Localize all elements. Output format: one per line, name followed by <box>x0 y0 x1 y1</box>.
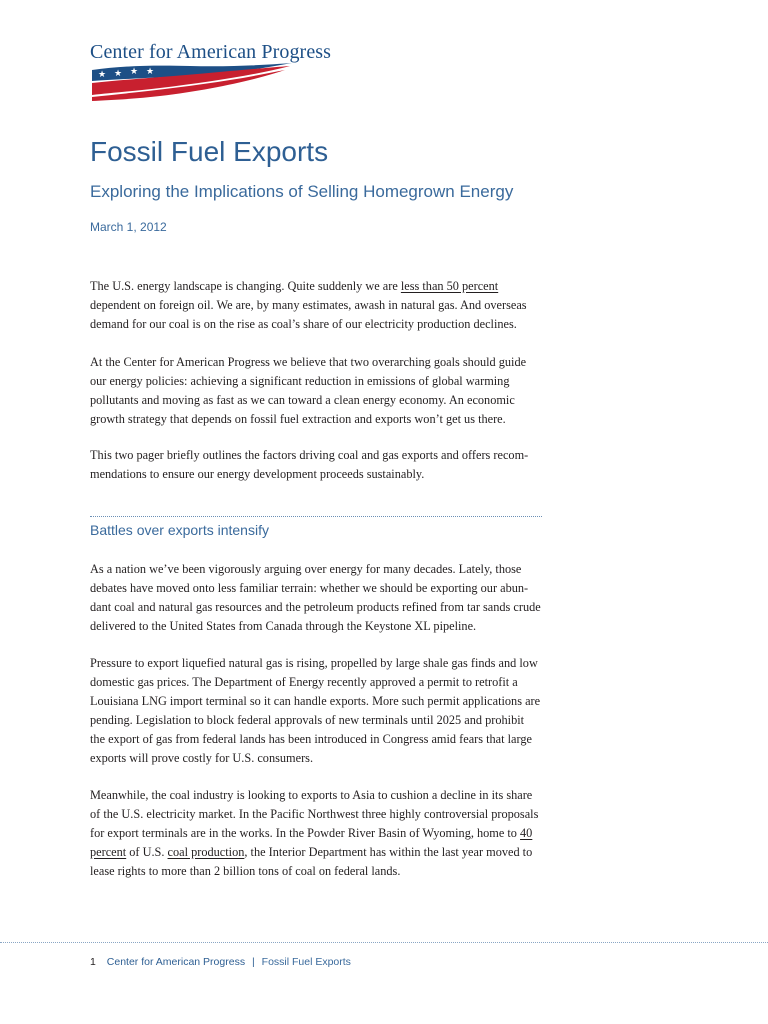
paragraph-lng: Pressure to export liquefied natural gas is rising, propelled by large shale gas finds and low domestic gas prices. The Department of Energy recently approved a permit to retrofit a Louisiana LNG import terminal so it can handle exports. More such permit applications are pending. Legislation to block federal approvals of new terminals until 2025 and prohibit the export of gas from federal lands has been introduced in Congress amid fears that large exports will prove costly for U.S. consumers. <box>90 656 541 765</box>
american-flag-swoosh-icon <box>90 62 300 102</box>
paragraph-outline: This two pager briefly outlines the factors driving coal and gas exports and offers recom-mendations to ensure our energy development proceeds sustainably. <box>90 448 529 481</box>
section-divider <box>90 516 542 517</box>
paragraph-goals: At the Center for American Progress we believe that two overarching goals should guide our energy policies: achieving a significant reduction in emissions of global warming pollutants and moving as fast as we can toward a clean energy economy. An economic growth strategy that depends on fossil fuel extraction and exports won’t get us there. <box>90 355 527 426</box>
link-less-than-50-percent[interactable]: less than 50 percent <box>400 279 499 293</box>
link-40-percent[interactable]: 40 percent <box>90 826 533 859</box>
svg-text:★: ★ <box>146 67 155 77</box>
footer-separator: | <box>252 956 255 968</box>
svg-text:★: ★ <box>130 67 139 77</box>
link-coal-production[interactable]: coal production <box>167 845 245 859</box>
page-number: 1 <box>90 956 96 968</box>
footer-divider <box>0 942 768 943</box>
cap-logo <box>90 40 350 102</box>
logo-org-name: Center for American Progress <box>90 41 332 63</box>
document-subtitle: Exploring the Implications of Selling Homegrown Energy <box>90 182 514 201</box>
paragraph-debates: As a nation we’ve been vigorously arguing over energy for many decades. Lately, those debates have moved onto less familiar terrain: whether we should be exporting our abun-dant coal and natural gas resources and the petroleum products refined from tar sands crude delivered to the United States from Canada through the Keystone XL pipeline. <box>90 562 541 633</box>
page-footer <box>90 955 351 969</box>
section-heading: Battles over exports intensify <box>90 522 269 538</box>
paragraph-intro: The U.S. energy landscape is changing. Quite suddenly we are less than 50 percent dependent on foreign oil. We are, by many estimates, awash in natural gas. And overseas demand for our coal is on the rise as coal’s share of our electricity production declines. <box>90 279 527 331</box>
svg-text:★: ★ <box>114 69 123 79</box>
footer-doc-title: Fossil Fuel Exports <box>261 956 351 968</box>
paragraph-coal: Meanwhile, the coal industry is looking to exports to Asia to cushion a decline in its share of the U.S. electricity market. In the Pacific Northwest three highly controversial proposals for export terminals are in the works. In the Powder River Basin of Wyoming, home to 40 percent of U.S. coal production, the Interior Department has within the last year moved to lease rights to more than 2 billion tons of coal on federal lands. <box>90 788 539 878</box>
svg-text:★: ★ <box>98 70 107 80</box>
document-title: Fossil Fuel Exports <box>90 136 329 167</box>
footer-org: Center for American Progress <box>106 956 246 968</box>
document-date: March 1, 2012 <box>90 220 167 234</box>
